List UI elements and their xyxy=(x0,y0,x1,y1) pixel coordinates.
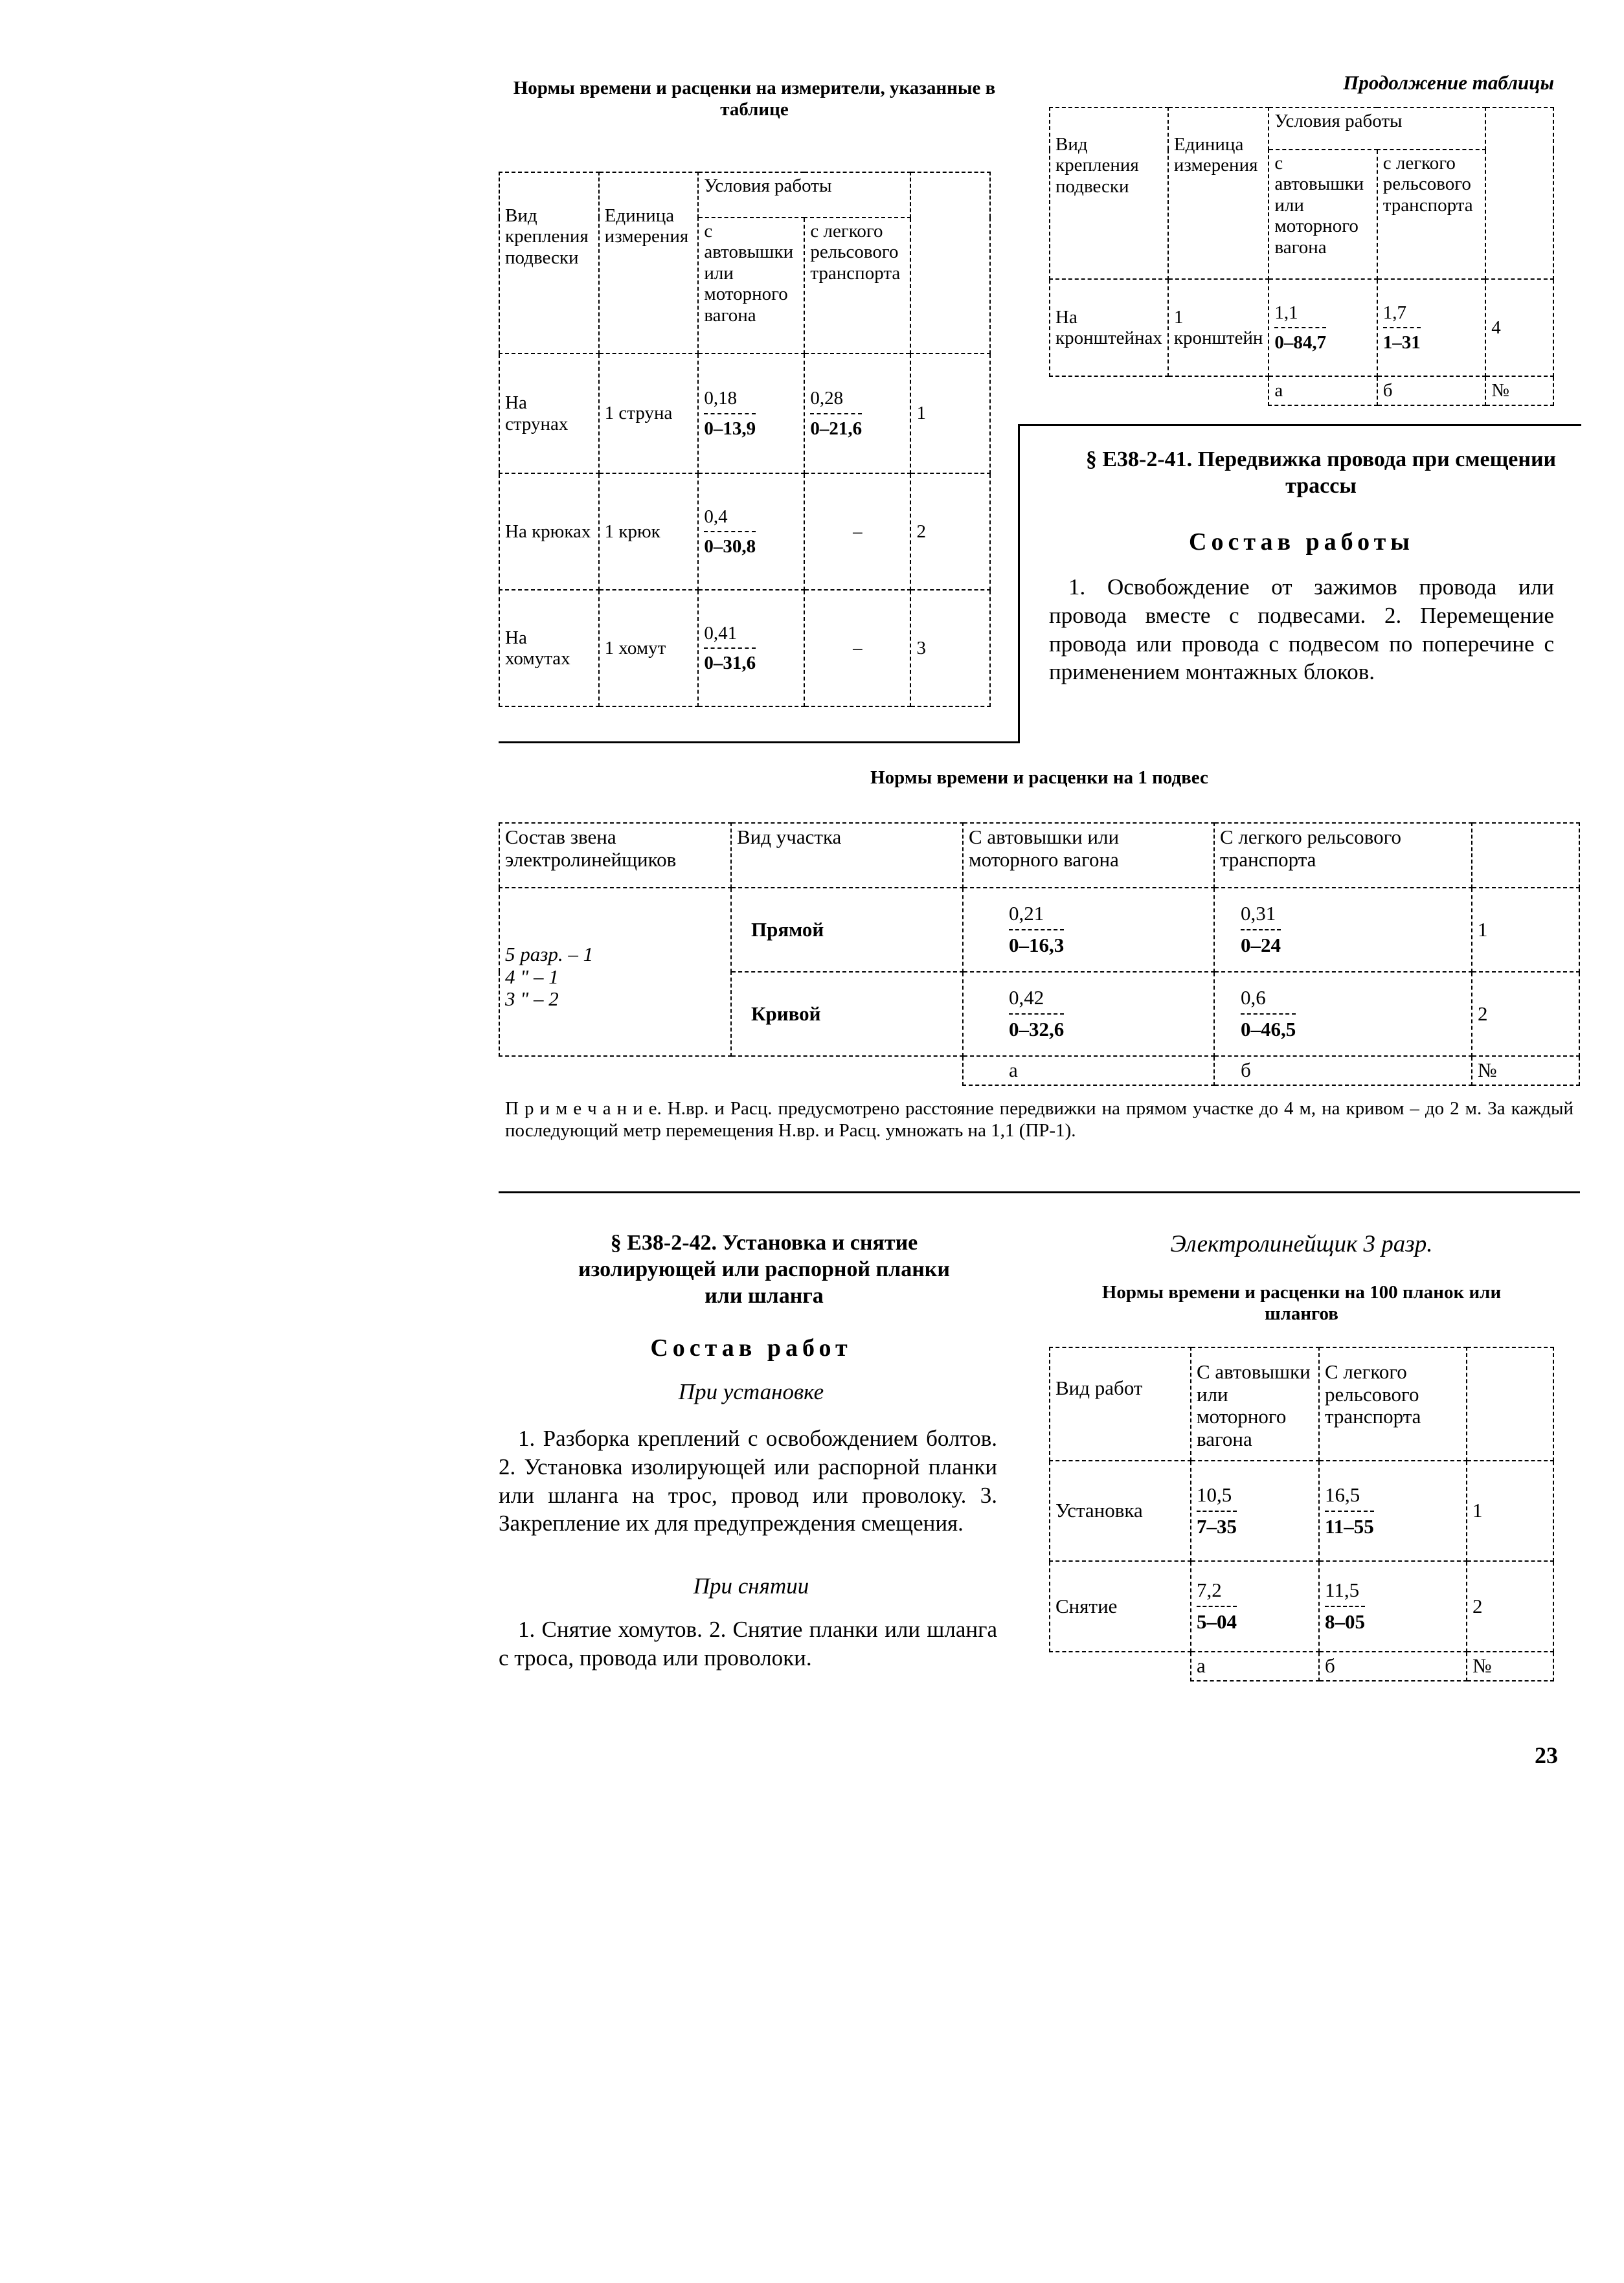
frame-vertical-rule xyxy=(1018,424,1020,741)
table-row xyxy=(1050,1461,1553,1561)
t4-worker: Электролинейщик 3 разр. xyxy=(1170,1231,1433,1257)
t1-r2-b: – xyxy=(804,473,910,590)
s42-text1: 1. Разборка креплений с освобождением болтов. 2. Установка изолирующей или распорной планки или шланга на трос, провод или проволоку. 3. Закрепление их для предупреждения смещения. xyxy=(499,1426,997,1536)
t4-r1-a-norm: 10,5 xyxy=(1197,1484,1237,1512)
s41-title: § Е38-2-41. Передвижка провода при смещении трассы xyxy=(1085,447,1557,498)
s42-sub1: При установке xyxy=(678,1379,824,1404)
t2-r1-b-rate: 1–31 xyxy=(1382,332,1421,353)
s41-sostav: Состав работы xyxy=(1189,528,1414,556)
t1-r3-a-rate: 0–31,6 xyxy=(704,653,756,673)
t3-r1-a-rate: 0–16,3 xyxy=(1009,934,1065,956)
t2-col-rail: с легкого рельсового транспорта xyxy=(1377,150,1485,279)
t3-crew-line-1: 5 разр. – 1 xyxy=(505,942,594,965)
t3-r1-b-rate: 0–24 xyxy=(1241,934,1281,956)
s42-sostav: Состав работ xyxy=(650,1334,852,1362)
t4-col-auto: С автовышки или моторного вагона xyxy=(1191,1347,1319,1461)
t3-r2-b-rate: 0–46,5 xyxy=(1241,1018,1296,1040)
t3-r1-area: Прямой xyxy=(731,888,963,972)
t2-r1-no: 4 xyxy=(1485,279,1553,376)
t4-r1-no: 1 xyxy=(1467,1461,1553,1561)
t1-r2-vid: На крюках xyxy=(499,473,599,590)
t1-r3-b: – xyxy=(804,590,910,706)
t2-r1-a-rate: 0–84,7 xyxy=(1274,332,1327,353)
t1-r1-no: 1 xyxy=(910,354,990,473)
t4-r1-a-rate: 7–35 xyxy=(1197,1514,1237,1538)
t3-col-auto: С автовышки или моторного вагона xyxy=(963,823,1214,888)
t1-r1-b-norm: 0,28 xyxy=(810,388,862,414)
t2-r1-unit: 1 кронштейн xyxy=(1168,279,1269,376)
page-number: 23 xyxy=(1535,1742,1558,1768)
t2-r1-vid: На кронштейнах xyxy=(1050,279,1168,376)
t4-caption: Нормы времени и расценки на 100 планок или шлангов xyxy=(1101,1282,1502,1325)
t4-foot-a: а xyxy=(1191,1652,1319,1681)
t4-r1-work: Установка xyxy=(1050,1461,1191,1561)
t3-r2-area: Кривой xyxy=(731,972,963,1056)
t3-foot-a: а xyxy=(963,1056,1214,1085)
t1-caption: Нормы времени и расценки на измерители, указанные в таблице xyxy=(513,78,996,120)
table-footer xyxy=(1050,376,1553,405)
t1-col-no xyxy=(910,172,990,354)
t3-r1-no: 1 xyxy=(1472,888,1579,972)
table-row xyxy=(1050,279,1553,376)
t3-col-no xyxy=(1472,823,1579,888)
t4-foot-b: б xyxy=(1319,1652,1467,1681)
t3-note: П р и м е ч а н и е. Н.вр. и Расц. предусмотрено расстояние передвижки на прямом участке до 4 м, на кривом – до 2 м. За каждый последующий метр перемещения Н.вр. и Расц. умножать на 1,1 (ПР-1). xyxy=(505,1098,1573,1142)
t3-caption: Нормы времени и расценки на 1 подвес xyxy=(870,767,1208,788)
t3-col-rail: С легкого рельсового транспорта xyxy=(1214,823,1472,888)
t1-r3-no: 3 xyxy=(910,590,990,706)
t2-foot-a: а xyxy=(1269,376,1377,405)
t1-r3-a-norm: 0,41 xyxy=(704,623,756,649)
t4-col-no xyxy=(1467,1347,1553,1461)
t3-col-crew: Состав звена электролинейщиков xyxy=(499,823,731,888)
t4-r1-b-rate: 11–55 xyxy=(1325,1514,1374,1538)
t2-col-unit: Единица измерения xyxy=(1168,107,1269,279)
t2-table xyxy=(1049,107,1554,406)
t2-col-no xyxy=(1485,107,1553,279)
table-row xyxy=(1050,1561,1553,1652)
table-footer xyxy=(499,1056,1579,1085)
table-row xyxy=(499,354,990,473)
table-row xyxy=(499,888,1579,972)
t3-r2-a-norm: 0,42 xyxy=(1009,987,1064,1015)
t4-table xyxy=(1049,1347,1554,1681)
t1-r3-vid: На хомутах xyxy=(499,590,599,706)
t3-r2-no: 2 xyxy=(1472,972,1579,1056)
t1-col-vid: Вид крепления подвески xyxy=(499,172,599,354)
t2-r1-a-norm: 1,1 xyxy=(1274,302,1326,328)
t1-r2-unit: 1 крюк xyxy=(599,473,699,590)
t3-r1-b-norm: 0,31 xyxy=(1241,903,1281,930)
t1-r1-unit: 1 струна xyxy=(599,354,699,473)
t1-col-unit: Единица измерения xyxy=(599,172,699,354)
t2-col-auto: с автовышки или моторного вагона xyxy=(1269,150,1377,279)
t2-col-cond: Условия работы xyxy=(1269,107,1485,150)
t3-crew-line-3: 3 " – 2 xyxy=(505,987,559,1011)
t4-col-rail: С легкого рельсового транспорта xyxy=(1319,1347,1467,1461)
t3-col-area: Вид участка xyxy=(731,823,963,888)
t3-r2-a-rate: 0–32,6 xyxy=(1009,1018,1065,1040)
t4-r1-b-norm: 16,5 xyxy=(1325,1484,1374,1512)
t3-foot-b: б xyxy=(1214,1056,1472,1085)
t1-r1-vid: На струнах xyxy=(499,354,599,473)
t1-r1-a-norm: 0,18 xyxy=(704,388,756,414)
t1-r2-a-rate: 0–30,8 xyxy=(704,536,756,557)
t3-foot-no: № xyxy=(1472,1056,1579,1085)
table-footer xyxy=(1050,1652,1553,1681)
t1-r3-unit: 1 хомут xyxy=(599,590,699,706)
section-divider xyxy=(499,1191,1580,1193)
t2-foot-no: № xyxy=(1485,376,1553,405)
t1-col-cond: Условия работы xyxy=(698,172,910,218)
t4-r2-a-rate: 5–04 xyxy=(1197,1610,1237,1633)
t1-r2-no: 2 xyxy=(910,473,990,590)
t3-r1-a-norm: 0,21 xyxy=(1009,903,1064,930)
frame-bottom-rule xyxy=(499,741,1020,743)
t2-foot-b: б xyxy=(1377,376,1485,405)
t1-col-rail: с легкого рельсового транспорта xyxy=(804,218,910,354)
t3-r2-b-norm: 0,6 xyxy=(1241,987,1296,1015)
frame-top-rule xyxy=(1018,424,1581,426)
table-row xyxy=(499,590,990,706)
t2-r1-b-norm: 1,7 xyxy=(1383,302,1421,328)
t2-caption: Продолжение таблицы xyxy=(1343,71,1554,94)
t4-r2-b-rate: 8–05 xyxy=(1325,1610,1365,1633)
s42-text2: 1. Снятие хомутов. 2. Снятие планки или шланга с троса, провода или проволоки. xyxy=(499,1617,997,1670)
s42-title: § Е38-2-42. Установка и снятие изолирующей или распорной планки или шланга xyxy=(578,1231,950,1308)
s42-sub2: При снятии xyxy=(693,1573,809,1599)
t1-r2-a-norm: 0,4 xyxy=(704,506,756,532)
t4-col-work: Вид работ xyxy=(1050,1347,1191,1461)
t2-col-vid: Вид крепления подвески xyxy=(1050,107,1168,279)
t1-table xyxy=(499,172,991,707)
t1-r1-b-rate: 0–21,6 xyxy=(810,418,863,439)
s41-text: 1. Освобождение от зажимов провода или провода вместе с подвесами. 2. Перемещение провода или провода с подвесом по поперечине с применением монтажных блоков. xyxy=(1049,574,1554,685)
t3-crew xyxy=(499,888,731,1056)
t3-crew-line-2: 4 " – 1 xyxy=(505,965,559,988)
t4-foot-no: № xyxy=(1467,1652,1553,1681)
t4-r2-work: Снятие xyxy=(1050,1561,1191,1652)
t4-r2-b-norm: 11,5 xyxy=(1325,1579,1365,1607)
t1-col-auto: с автовышки или моторного вагона xyxy=(698,218,804,354)
t4-r2-no: 2 xyxy=(1467,1561,1553,1652)
t3-table xyxy=(499,822,1580,1086)
table-row xyxy=(499,473,990,590)
t4-r2-a-norm: 7,2 xyxy=(1197,1579,1237,1607)
t1-r1-a-rate: 0–13,9 xyxy=(704,418,756,439)
